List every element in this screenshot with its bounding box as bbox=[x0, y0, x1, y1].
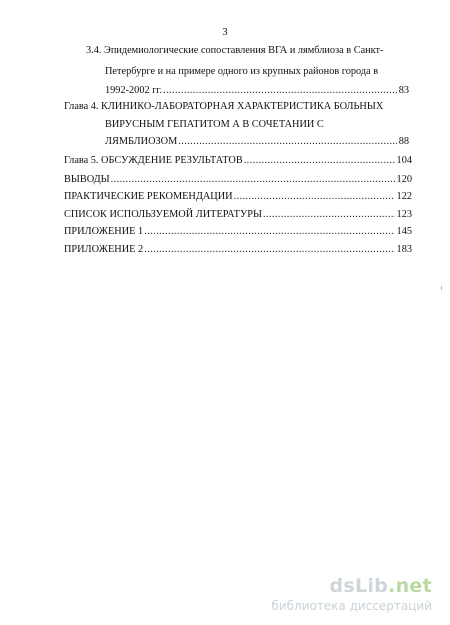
toc-entry-3-4[interactable] bbox=[105, 85, 409, 99]
toc-recommendations-title: ПРАКТИЧЕСКИЕ РЕКОМЕНДАЦИИ bbox=[64, 191, 233, 202]
page-number: 3 bbox=[222, 27, 228, 38]
toc-references-title: СПИСОК ИСПОЛЬЗУЕМОЙ ЛИТЕРАТУРЫ bbox=[64, 209, 262, 220]
scan-artifact-mark bbox=[441, 286, 442, 290]
toc-chapter-4-line-1: Глава 4. КЛИНИКО-ЛАБОРАТОРНАЯ ХАРАКТЕРИСТИКА БОЛЬНЫХ bbox=[64, 101, 384, 112]
dot-leader bbox=[244, 155, 395, 167]
toc-appendix-2-title: ПРИЛОЖЕНИЕ 2 bbox=[64, 244, 144, 255]
watermark-logo bbox=[271, 575, 432, 598]
dot-leader bbox=[234, 191, 395, 203]
toc-entry-3-4-page: 83 bbox=[398, 85, 409, 96]
toc-chapter-4-line-2: ВИРУСНЫМ ГЕПАТИТОМ А В СОЧЕТАНИИ С bbox=[105, 119, 324, 130]
toc-entry-3-4-line-1: 3.4. Эпидемиологические сопоставления ВГА и лямблиоза в Санкт- bbox=[86, 45, 384, 56]
toc-chapter-5-page: 104 bbox=[396, 155, 412, 166]
dot-leader bbox=[163, 85, 397, 97]
toc-chapter-4[interactable] bbox=[105, 136, 409, 150]
toc-recommendations-page: 122 bbox=[396, 191, 412, 202]
watermark-logo-accent: .net bbox=[388, 574, 432, 597]
toc-references[interactable] bbox=[64, 209, 412, 223]
dot-leader bbox=[144, 226, 394, 238]
toc-entry-3-4-line-3: 1992-2002 гг. bbox=[105, 85, 163, 96]
dot-leader bbox=[263, 209, 395, 221]
toc-appendix-1-title: ПРИЛОЖЕНИЕ 1 bbox=[64, 226, 144, 237]
toc-chapter-5-title: Глава 5. ОБСУЖДЕНИЕ РЕЗУЛЬТАТОВ bbox=[64, 155, 243, 166]
toc-conclusions-page: 120 bbox=[396, 174, 412, 185]
toc-entry-3-4-line-2: Петербурге и на примере одного из крупных районов города в bbox=[105, 66, 379, 77]
dot-leader bbox=[178, 136, 396, 148]
toc-appendix-2[interactable] bbox=[64, 244, 412, 258]
watermark bbox=[271, 575, 432, 613]
toc-conclusions[interactable] bbox=[64, 174, 412, 188]
toc-references-page: 123 bbox=[396, 209, 412, 220]
toc-appendix-2-page: 183 bbox=[396, 244, 412, 255]
dot-leader bbox=[144, 244, 394, 256]
toc-appendix-1[interactable] bbox=[64, 226, 412, 240]
toc-conclusions-title: ВЫВОДЫ bbox=[64, 174, 110, 185]
dot-leader bbox=[111, 174, 395, 186]
toc-chapter-4-line-3: ЛЯМБЛИОЗОМ bbox=[105, 136, 178, 147]
watermark-caption: библиотека диссертаций bbox=[271, 598, 432, 613]
toc-recommendations[interactable] bbox=[64, 191, 412, 205]
toc-appendix-1-page: 145 bbox=[396, 226, 412, 237]
watermark-logo-main: dsLib bbox=[329, 574, 389, 597]
toc-chapter-4-page: 88 bbox=[398, 136, 409, 147]
toc-chapter-5[interactable] bbox=[64, 155, 412, 169]
